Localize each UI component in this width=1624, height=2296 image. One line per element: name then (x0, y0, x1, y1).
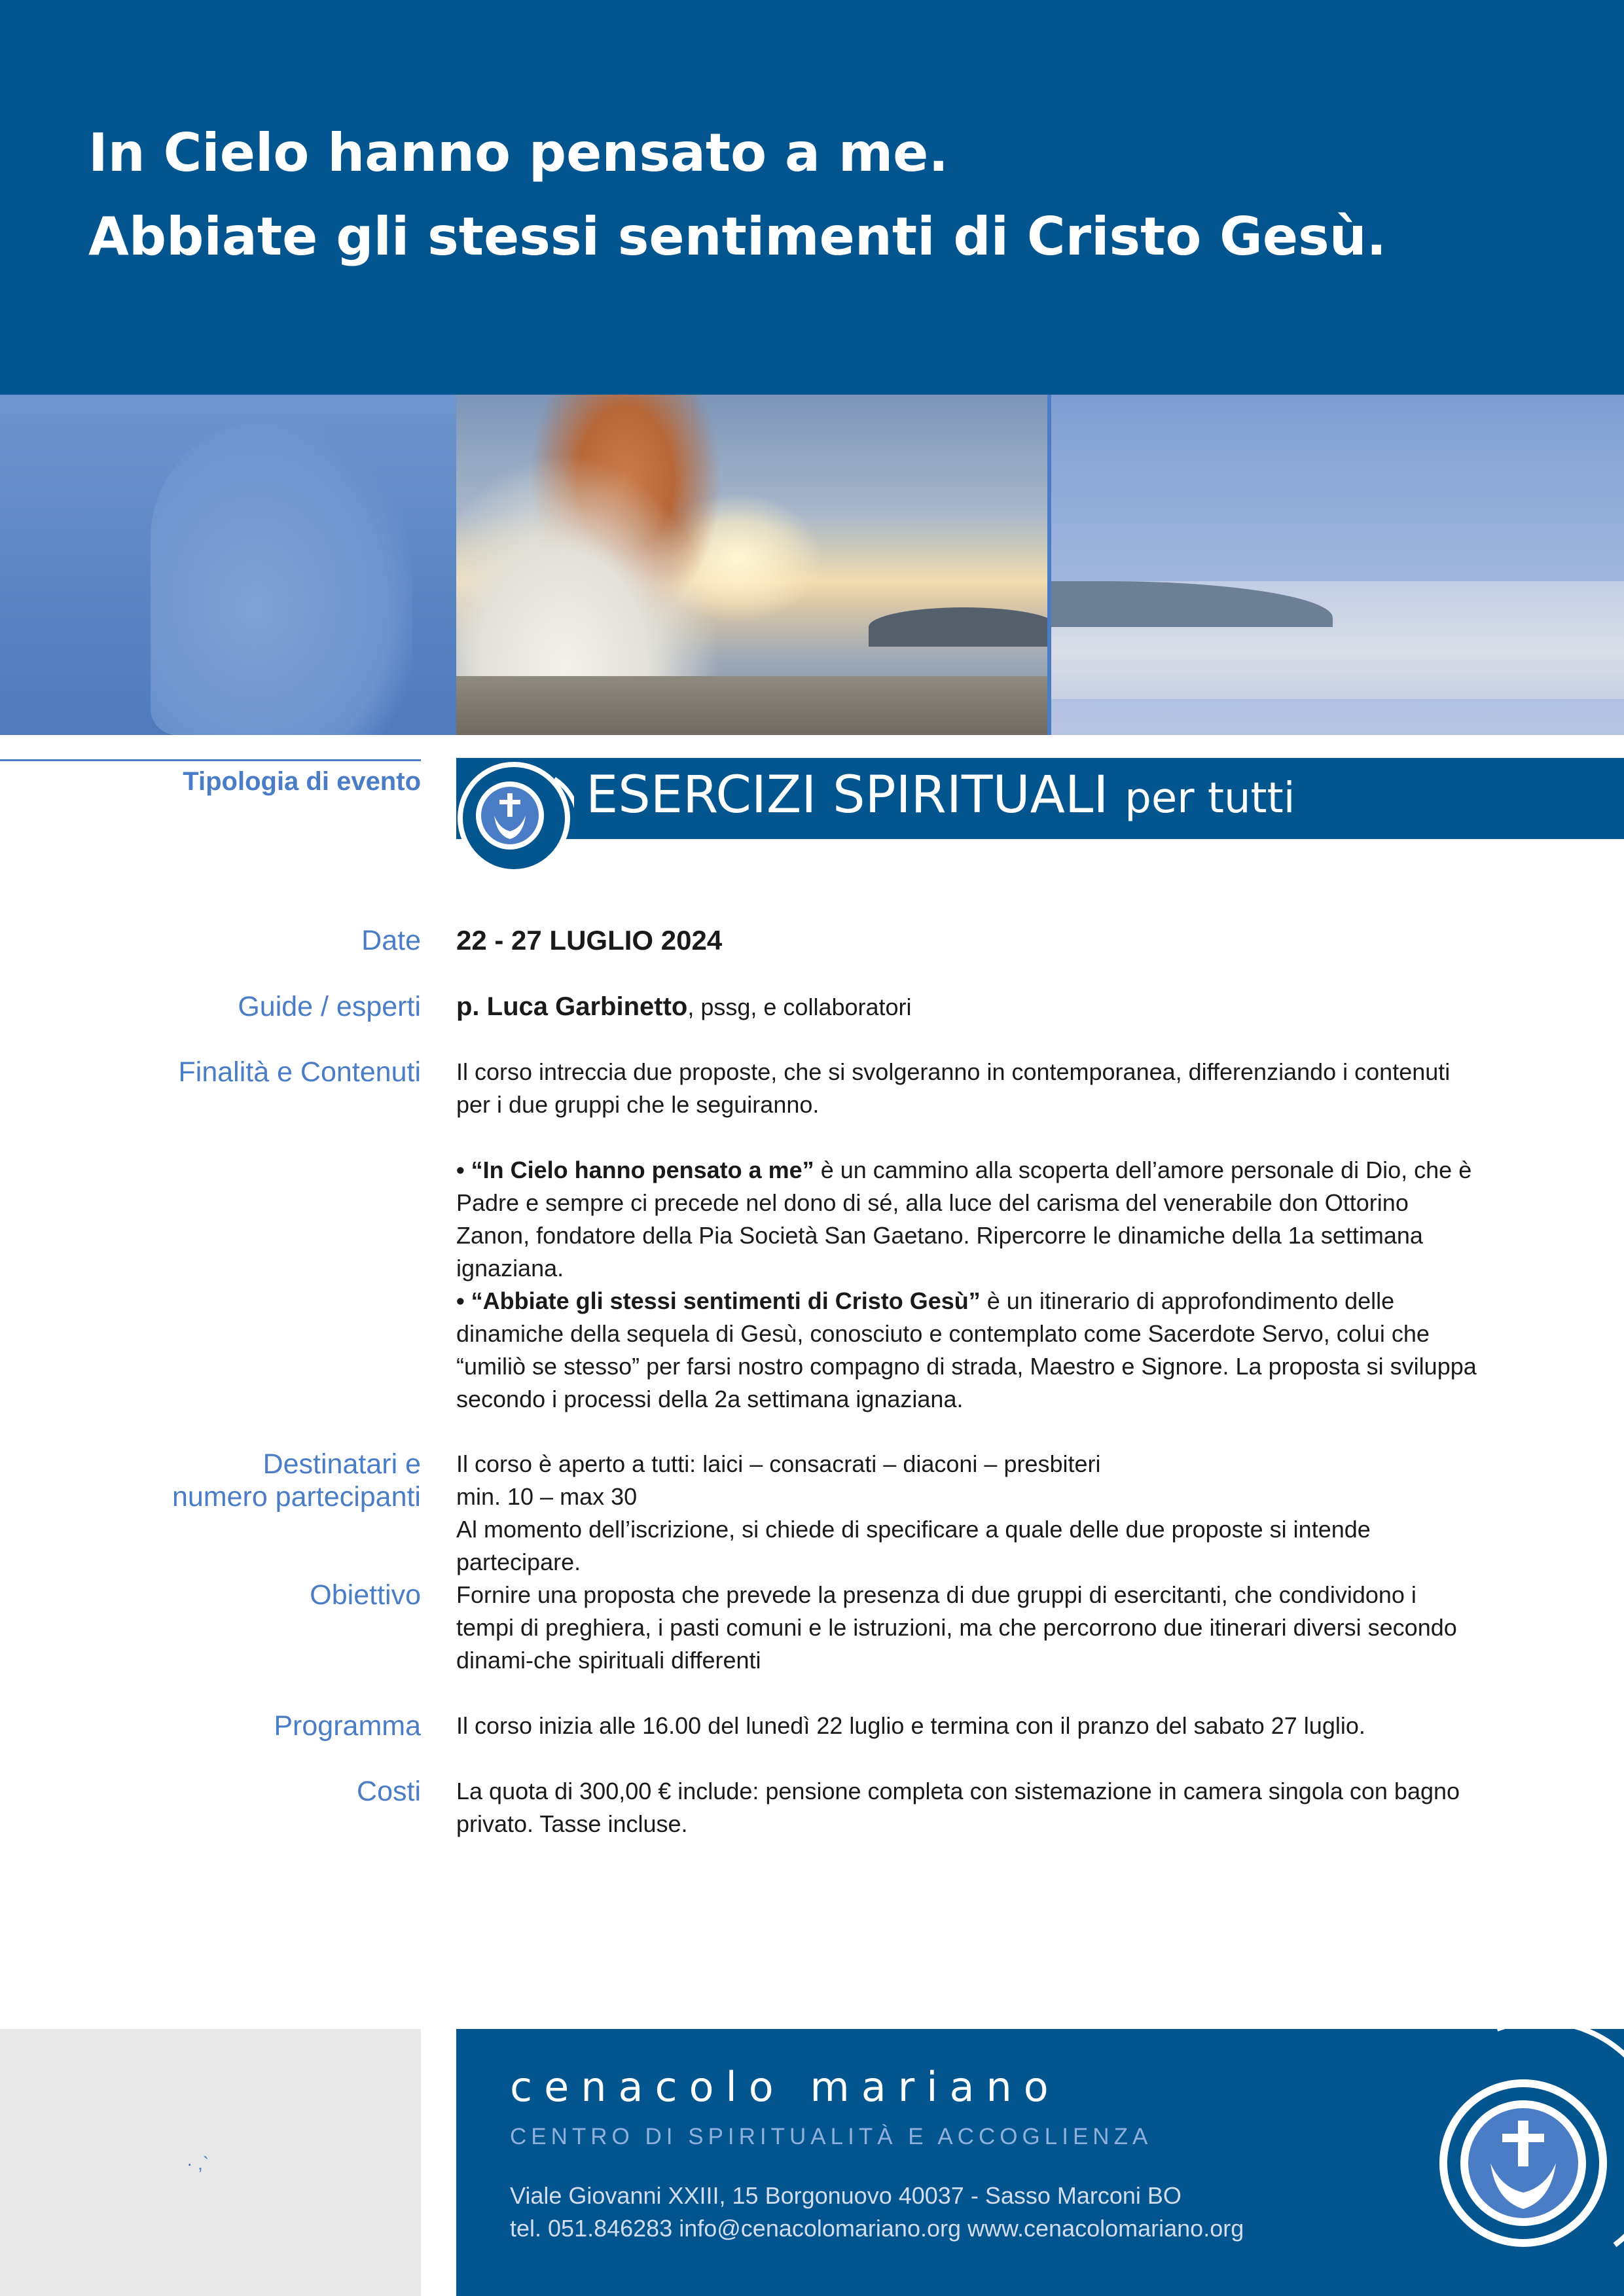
footer-left-panel (0, 2029, 421, 2296)
cost-label: Costi (357, 1776, 421, 1807)
date-label: Date (361, 925, 421, 956)
title-line-2: Abbiate gli stessi sentimenti di Cristo Gesù. (88, 206, 1387, 267)
photo-center-panel (456, 395, 1047, 735)
recipients-label-line-2: numero partecipanti (171, 1481, 421, 1513)
content-label: Finalità e Contenuti (178, 1056, 421, 1088)
photo-left-panel (0, 395, 456, 735)
event-type-label: Tipologia di evento (183, 767, 421, 796)
recipients-line-3: Al momento dell’iscrizione, si chiede di specificare a quale delle due proposte si intende partecipare. (456, 1516, 1371, 1575)
content-intro: Il corso intreccia due proposte, che si svolgeranno in contemporanea, differenziando i contenuti per i due gruppi che le seguiranno. (456, 1058, 1451, 1118)
recipients-value (456, 1448, 1477, 1579)
footer (456, 2029, 1624, 2296)
guide-label: Guide / esperti (238, 991, 421, 1022)
event-title-suffix: per tutti (1125, 774, 1295, 823)
photo-right-panel (1051, 395, 1624, 735)
title-line-1: In Cielo hanno pensato a me. (88, 122, 948, 183)
program-value: Il corso inizia alle 16.00 del lunedì 22 luglio e termina con il pranzo del sabato 27 luglio. (456, 1712, 1365, 1739)
footer-contacts (510, 2179, 1244, 2245)
event-title-main: ESERCIZI SPIRITUALI (586, 766, 1109, 825)
page-title (88, 111, 1528, 279)
content-item-1-text: è un cammino alla scoperta dell’amore personale di Dio, che è Padre e sempre ci precede nel dono di sé, alla luce del carisma del venerabile don Ottorino Zanon, fondatore della Pia Società San Gaetano. Ripercorre le dinamiche della 1a settimana ignaziana. (456, 1157, 1472, 1282)
cross-hands-logo-icon (456, 753, 574, 877)
content-item-1-title: • “In Cielo hanno pensato a me” (456, 1157, 814, 1183)
recipients-label-line-1: Destinatari e (262, 1448, 421, 1480)
goal-label: Obiettivo (310, 1579, 421, 1611)
content-item-1 (456, 1154, 1477, 1285)
content-item-2 (456, 1285, 1477, 1416)
event-title (586, 766, 1295, 825)
guide-role: , pssg, e collaboratori (687, 994, 912, 1020)
event-type-rule (0, 759, 421, 761)
recipients-line-2: min. 10 – max 30 (456, 1483, 638, 1510)
guide-value (456, 990, 1477, 1024)
content-value (456, 1056, 1477, 1416)
photo-band (0, 395, 1624, 735)
decorative-dots: · ,` (187, 2153, 209, 2174)
header-banner (0, 0, 1624, 395)
recipients-label (0, 1448, 421, 1513)
goal-value: Fornire una proposta che prevede la presenza di due gruppi di esercitanti, che condividono i tempi di preghiera, i pasti comuni e le istruzioni, ma che percorrono due itinerari diversi secondo dinami-che spirituali differenti (456, 1581, 1457, 1674)
footer-address: Viale Giovanni XXIII, 15 Borgonuovo 40037 - Sasso Marconi BO (510, 2182, 1182, 2209)
recipients-line-1: Il corso è aperto a tutti: laici – consacrati – diaconi – presbiteri (456, 1450, 1101, 1477)
content-item-2-title: • “Abbiate gli stessi sentimenti di Cristo Gesù” (456, 1287, 981, 1314)
guide-name: p. Luca Garbinetto (456, 992, 688, 1021)
footer-subtitle: CENTRO DI SPIRITUALITÀ E ACCOGLIENZA (510, 2124, 1153, 2149)
date-value: 22 - 27 LUGLIO 2024 (456, 925, 723, 956)
footer-org-name: cenacolo mariano (510, 2063, 1060, 2111)
content-item-2-text: è un itinerario di approfondimento delle dinamiche della sequela di Gesù, conosciuto e contemplato come Sacerdote Servo, colui che “umiliò se stesso” per farsi nostro compagno di strada, Maestro e Signore. La proposta si sviluppa secondo i processi della 2a settimana ignaziana. (456, 1287, 1477, 1412)
cost-value: La quota di 300,00 € include: pensione completa con sistemazione in camera singola con bagno privato. Tasse incluse. (456, 1778, 1460, 1837)
program-label: Programma (274, 1710, 421, 1742)
footer-cross-hands-logo-icon (1418, 2029, 1624, 2296)
footer-contact-line: tel. 051.846283 info@cenacolomariano.org www.cenacolomariano.org (510, 2215, 1244, 2242)
